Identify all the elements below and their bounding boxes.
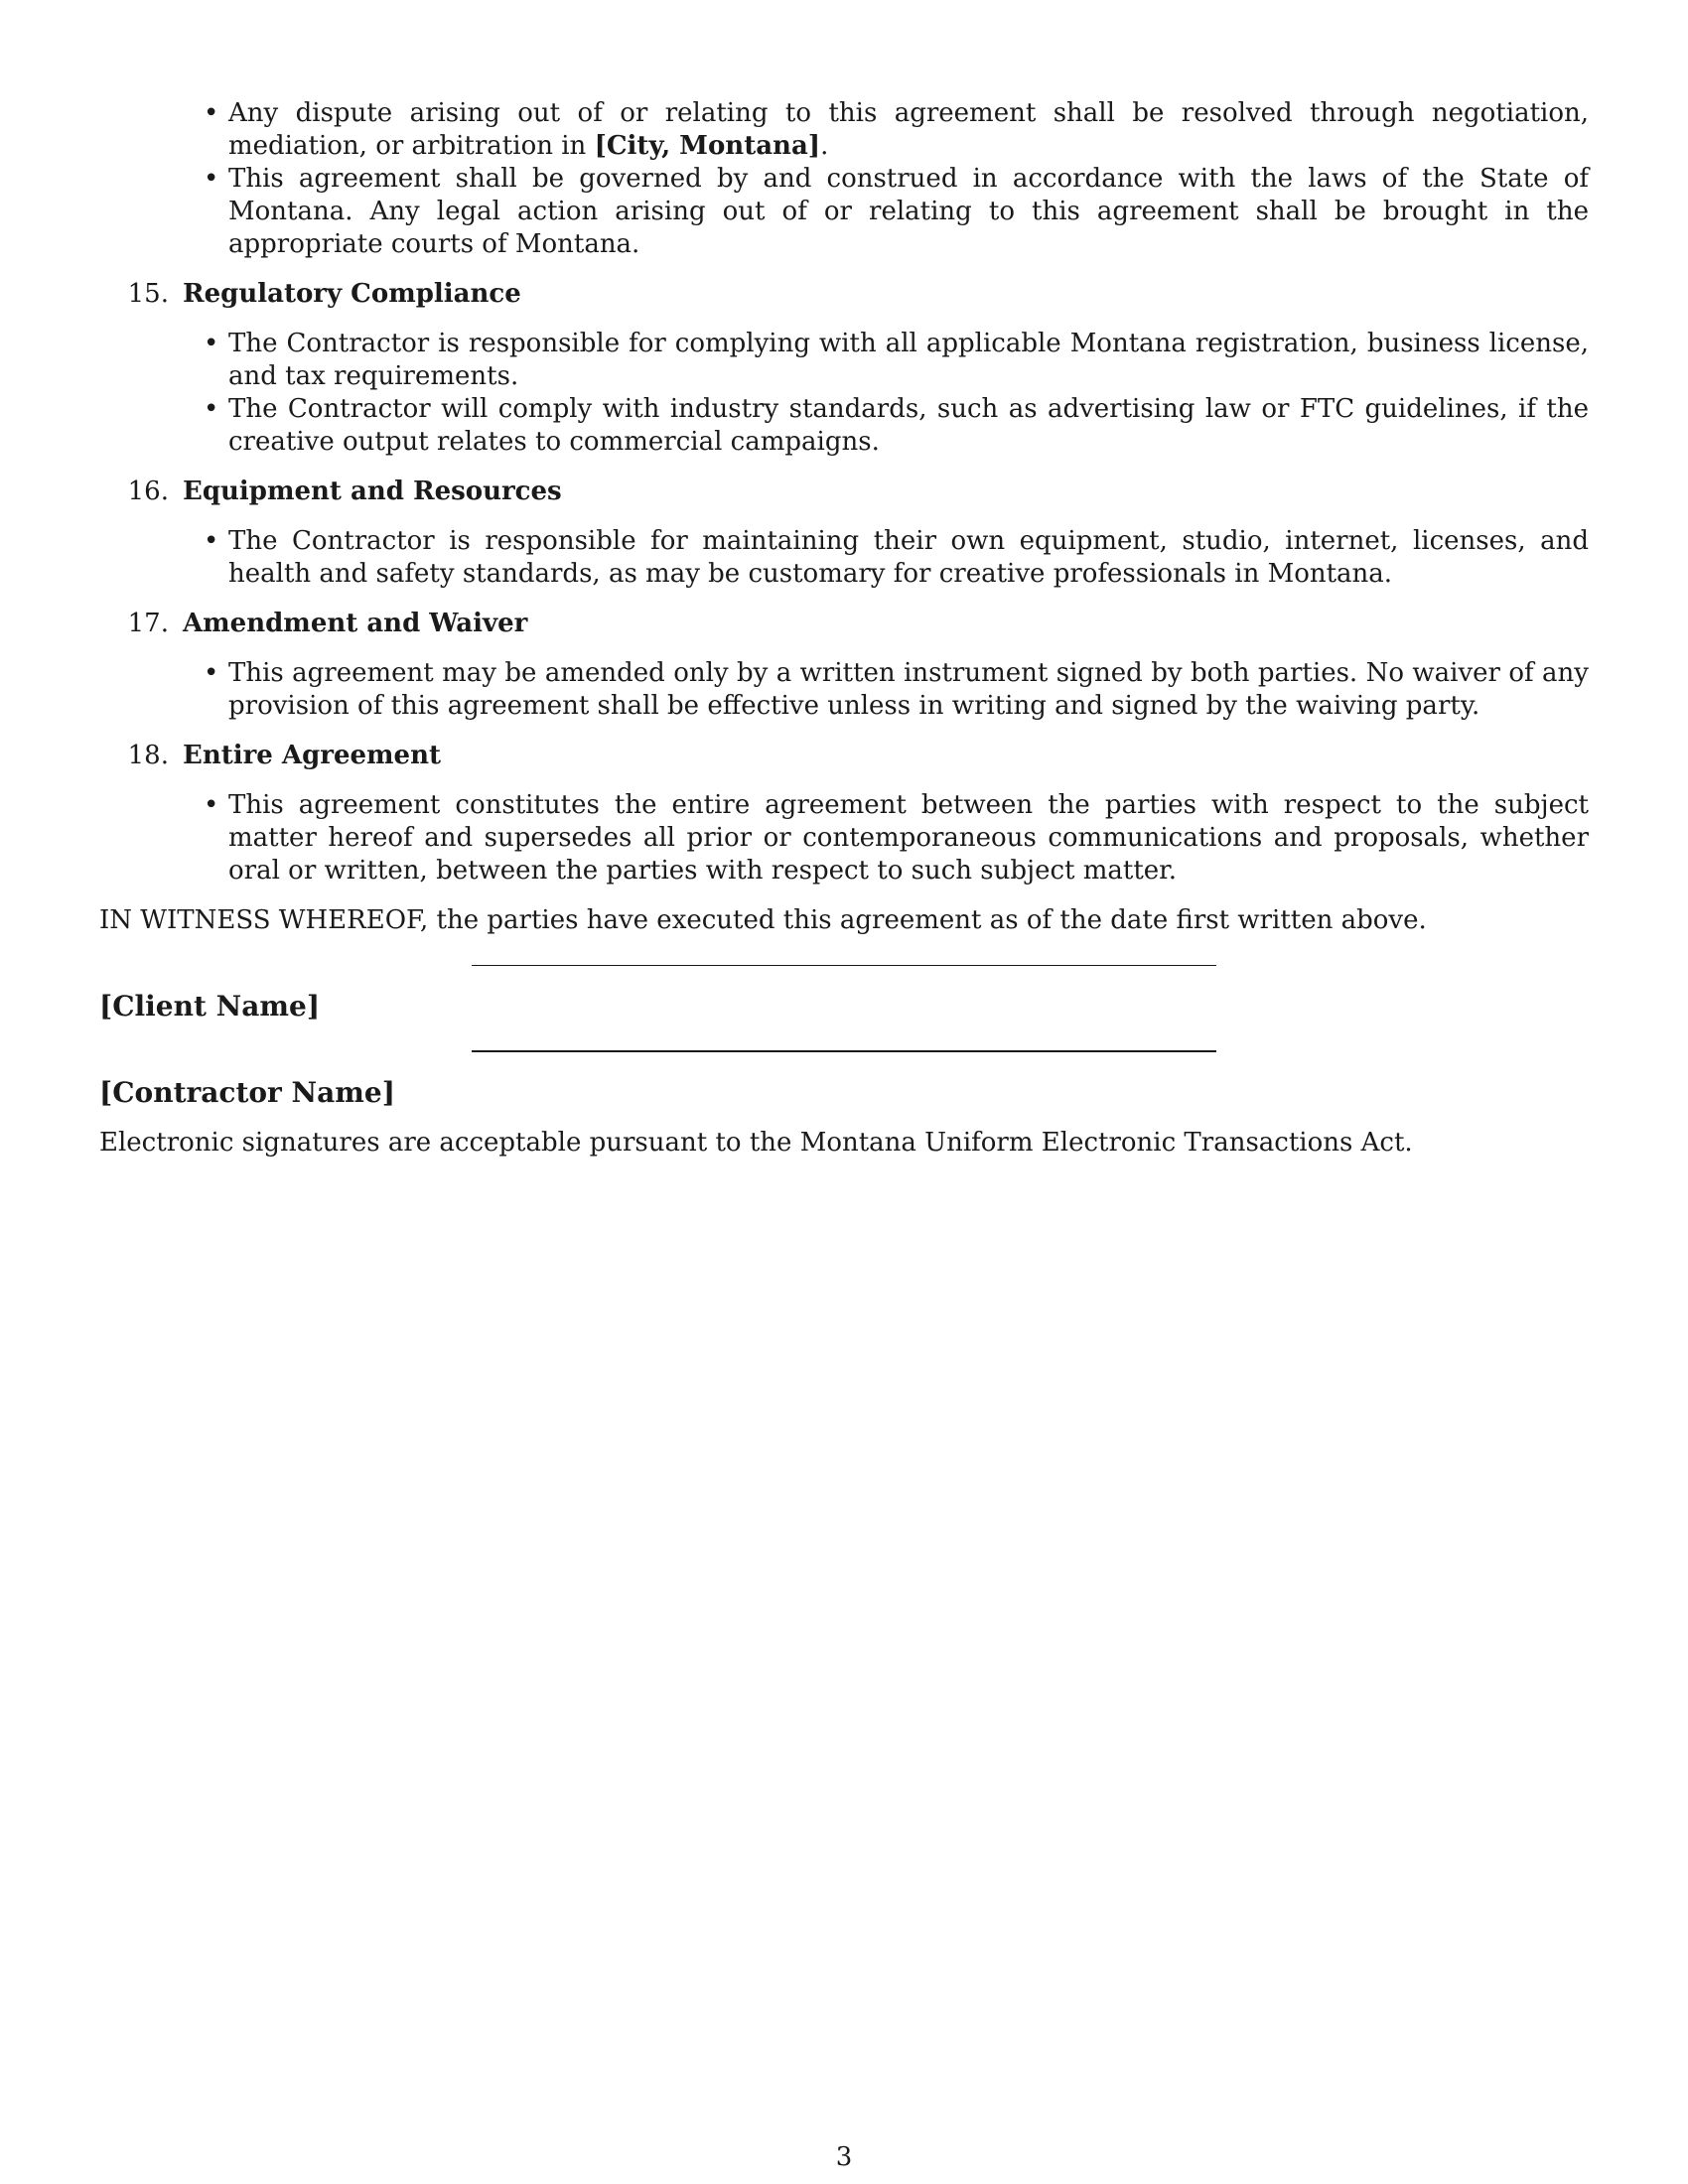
- section-16-bullet-list: [99, 525, 1589, 591]
- list-item-text: The Contractor will comply with industry standards, such as advertising law or FTC guidelines, if the creative output relates to commercial campaigns.: [228, 394, 1589, 457]
- list-item: [204, 525, 1589, 591]
- witness-statement: IN WITNESS WHEREOF, the parties have executed this agreement as of the date first written above.: [99, 905, 1427, 935]
- bullet-icon: •: [204, 394, 219, 424]
- list-item-text: The Contractor is responsible for complying with all applicable Montana registration, business license, and tax requirements.: [228, 329, 1589, 391]
- list-item: [204, 789, 1589, 887]
- section-number: 17.: [127, 609, 169, 638]
- section-heading-15: [99, 278, 1589, 311]
- section-15-bullet-list: [99, 328, 1589, 459]
- list-item-text: The Contractor is responsible for maintaining their own equipment, studio, internet, licenses, and health and safety standards, as may be customary for creative professionals in Montana.: [228, 526, 1589, 589]
- list-item: [204, 328, 1589, 393]
- page-number: 3: [835, 2142, 853, 2172]
- client-name: [Client Name]: [99, 990, 321, 1023]
- contractor-signature-line: [472, 1050, 1216, 1052]
- list-item-text: This agreement may be amended only by a written instrument signed by both parties. No waiver of any provision of this agreement shall be effective unless in writing and signed by the waiving party.: [228, 658, 1589, 721]
- city-placeholder: [City, Montana]: [594, 131, 821, 161]
- list-item: [204, 393, 1589, 459]
- bullet-icon: •: [204, 526, 219, 556]
- bullet-icon: •: [204, 164, 219, 194]
- list-item-text: This agreement constitutes the entire agreement between the parties with respect to the subject matter hereof and supersedes all prior or contemporaneous communications and proposals, whether oral or written, between the parties with respect to such subject matter.: [228, 790, 1589, 886]
- section-number: 16.: [127, 477, 169, 506]
- electronic-signature-note: Electronic signatures are acceptable pursuant to the Montana Uniform Electronic Transactions Act.: [99, 1128, 1413, 1158]
- list-item-text: Any dispute arising out of or relating to this agreement shall be resolved through negotiation, mediation, or arbitration in: [228, 98, 1589, 161]
- bullet-icon: •: [204, 98, 219, 128]
- section-title: Entire Agreement: [183, 741, 441, 770]
- list-item-text: This agreement shall be governed by and construed in accordance with the laws of the State of Montana. Any legal action arising out of or relating to this agreement shall be brought in the appropriate courts of Montana.: [228, 164, 1589, 259]
- page-content: [99, 97, 1589, 1160]
- bullet-icon: •: [204, 329, 219, 358]
- section-title: Regulatory Compliance: [183, 279, 521, 309]
- section-title: Equipment and Resources: [183, 477, 562, 506]
- client-signature-line: [472, 965, 1216, 966]
- list-item: [204, 163, 1589, 261]
- section-18-bullet-list: [99, 789, 1589, 887]
- section-number: 15.: [127, 279, 169, 309]
- list-item: [204, 657, 1589, 723]
- section-heading-16: [99, 476, 1589, 508]
- section-17-bullet-list: [99, 657, 1589, 723]
- intro-bullet-list: [99, 97, 1589, 261]
- section-title: Amendment and Waiver: [183, 609, 528, 638]
- section-number: 18.: [127, 741, 169, 770]
- bullet-icon: •: [204, 790, 219, 820]
- bullet-icon: •: [204, 658, 219, 688]
- list-item-text: .: [820, 131, 829, 161]
- section-heading-18: [99, 740, 1589, 772]
- section-heading-17: [99, 608, 1589, 640]
- list-item: [204, 97, 1589, 163]
- contractor-name: [Contractor Name]: [99, 1076, 395, 1109]
